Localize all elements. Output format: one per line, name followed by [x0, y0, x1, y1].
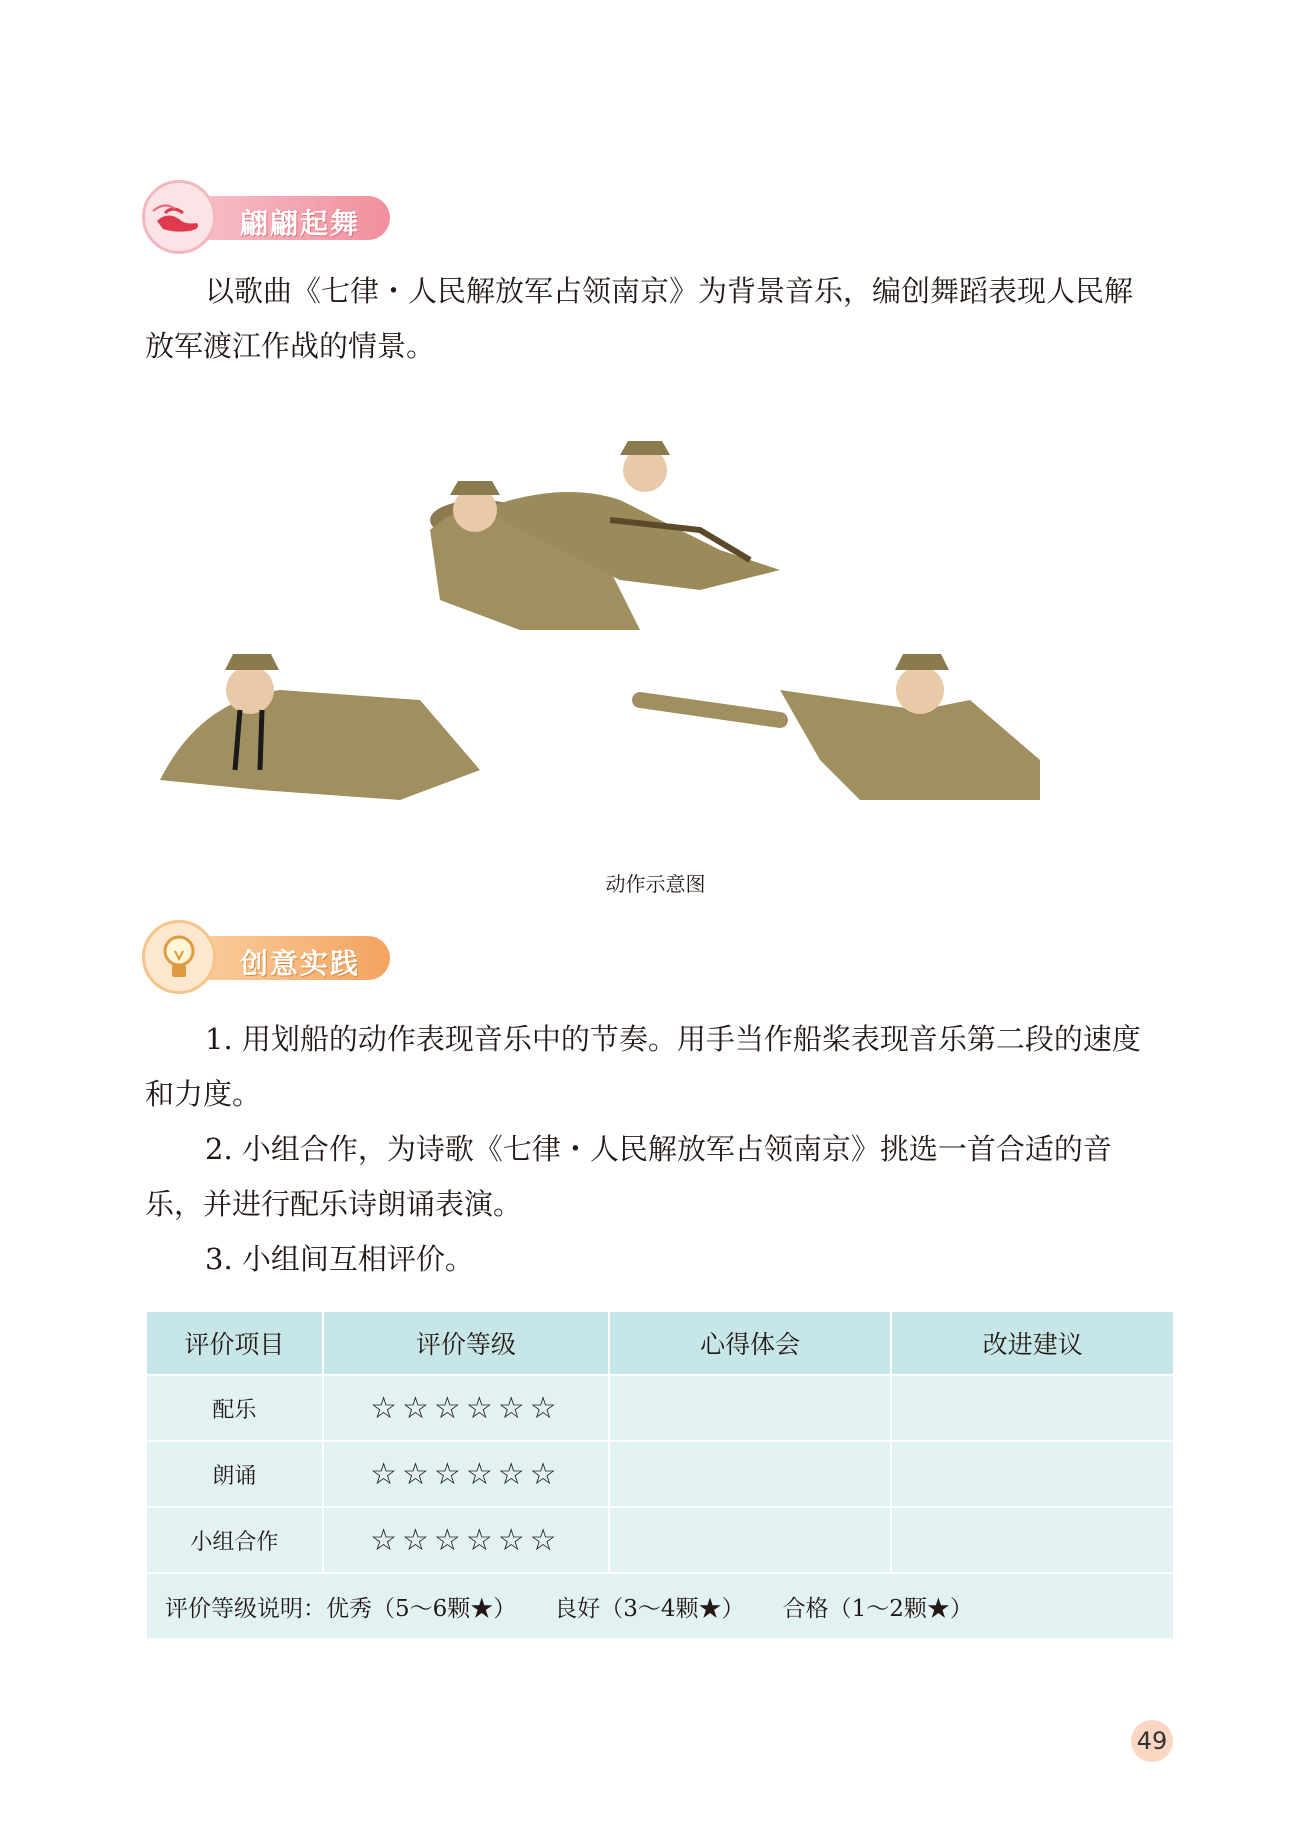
header-cell: 评价项目: [146, 1311, 323, 1375]
lightbulb-icon: [142, 920, 216, 994]
table-note-row: [146, 1573, 1174, 1639]
section-title: 创意实践: [240, 947, 361, 980]
suggestion-cell[interactable]: [891, 1507, 1174, 1573]
header-cell: 评价等级: [323, 1311, 609, 1375]
stars-cell[interactable]: ☆☆☆☆☆☆: [323, 1375, 609, 1441]
page-number: 49: [1131, 1720, 1173, 1762]
figure-caption: 动作示意图: [605, 872, 706, 896]
section-title: 翩翩起舞: [240, 207, 361, 240]
table-row: [146, 1507, 1174, 1573]
section-header-dance: [142, 180, 392, 256]
legend-label: 评价等级说明：: [165, 1595, 326, 1622]
table-row: [146, 1441, 1174, 1507]
table-header-row: [146, 1311, 1174, 1375]
legend-pass: 合格（1～2颗★）: [782, 1595, 973, 1622]
header-cell: 心得体会: [609, 1311, 892, 1375]
item-cell: 朗诵: [146, 1441, 323, 1507]
stars-cell[interactable]: ☆☆☆☆☆☆: [323, 1507, 609, 1573]
male-dancer-figure: [640, 654, 1040, 800]
table-row: [146, 1375, 1174, 1441]
dance-shoes-icon: [142, 180, 216, 254]
reflection-cell[interactable]: [609, 1375, 892, 1441]
suggestion-cell[interactable]: [891, 1375, 1174, 1441]
stars-cell[interactable]: ☆☆☆☆☆☆: [323, 1441, 609, 1507]
legend-good: 良好（3～4颗★）: [554, 1595, 745, 1622]
practice-list: 1. 用划船的动作表现音乐中的节奏。用手当作船桨表现音乐第二段的速度 和力度。 2. 小组合作，为诗歌《七律・人民解放军占领南京》挑选一首合适的音 乐，并进行配乐诗朗诵表演。 3. 小组间互相评价。: [145, 1022, 1141, 1276]
reflection-cell[interactable]: [609, 1507, 892, 1573]
grade-legend: [146, 1573, 1174, 1639]
legend-excellent: 优秀（5～6颗★）: [326, 1595, 517, 1622]
suggestion-cell[interactable]: [891, 1441, 1174, 1507]
header-cell: 改进建议: [891, 1311, 1174, 1375]
dance-movement-photos: [140, 400, 1190, 860]
intro-paragraph: 以歌曲《七律・人民解放军占领南京》为背景音乐，编创舞蹈表现人民解 放军渡江作战的情景。: [145, 274, 1134, 363]
item-cell: 小组合作: [146, 1507, 323, 1573]
dancer-pair-figure: [430, 441, 780, 630]
item-cell: 配乐: [146, 1375, 323, 1441]
reflection-cell[interactable]: [609, 1441, 892, 1507]
section-header-creative: [142, 920, 392, 996]
evaluation-table: [145, 1310, 1175, 1640]
female-dancer-figure: [160, 654, 480, 800]
